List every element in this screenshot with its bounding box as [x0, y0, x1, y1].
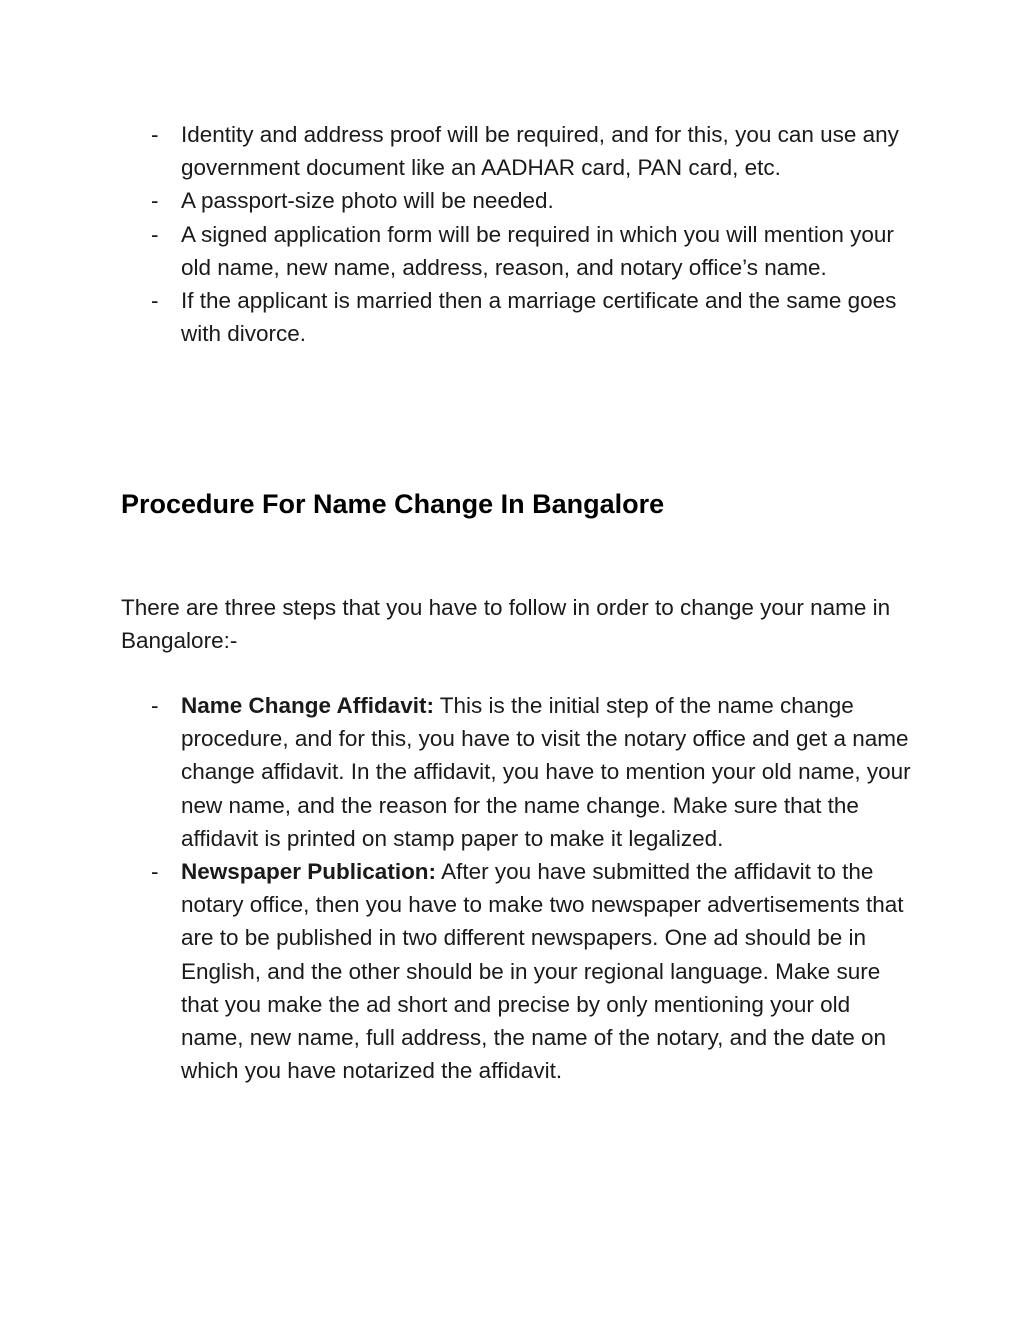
list-bullet: - — [151, 693, 159, 718]
list-bullet: - — [151, 188, 159, 214]
step-item-newspaper — [121, 855, 911, 1087]
list-bullet: - — [151, 859, 159, 885]
requirements-list — [121, 118, 911, 350]
list-item — [121, 184, 911, 217]
list-item-text: If the applicant is married then a marriage certificate and the same goes with divorce. — [181, 288, 897, 347]
list-item — [121, 284, 911, 350]
step-term: Name Change Affidavit: — [181, 693, 434, 718]
intro-paragraph: There are three steps that you have to follow in order to change your name in Bangalore:- — [121, 595, 891, 654]
list-item-text: A signed application form will be required in which you will mention your old name, new name, address, reason, and notary office’s name. — [181, 221, 894, 280]
step-item-affidavit — [121, 689, 911, 855]
section-heading: Procedure For Name Change In Bangalore — [121, 489, 665, 519]
steps-list — [121, 689, 911, 1087]
list-bullet: - — [151, 122, 159, 147]
list-item-text: A passport-size photo will be needed. — [181, 188, 554, 214]
list-item — [121, 218, 911, 284]
list-bullet: - — [151, 221, 159, 247]
list-bullet: - — [151, 288, 159, 314]
step-term: Newspaper Publication: — [181, 859, 437, 885]
list-item — [121, 118, 911, 184]
step-description: This is the initial step of the name change procedure, and for this, you have to visit the notary office and get a name change affidavit. In the affidavit, you have to mention your old name, your new name, and the reason for the name change. Make sure that the affidavit is printed on stamp paper to make it legalized. — [181, 693, 911, 851]
step-description: After you have submitted the affidavit to the notary office, then you have to make two newspaper advertisements that are to be published in two different newspapers. One ad should be in English, and the other should be in your regional language. Make sure that you make the ad short and precise by only mentioning your old name, new name, full address, the name of the notary, and the date on which you have notarized the affidavit. — [181, 859, 904, 1084]
list-item-text: Identity and address proof will be required, and for this, you can use any government document like an AADHAR card, PAN card, etc. — [181, 122, 899, 181]
